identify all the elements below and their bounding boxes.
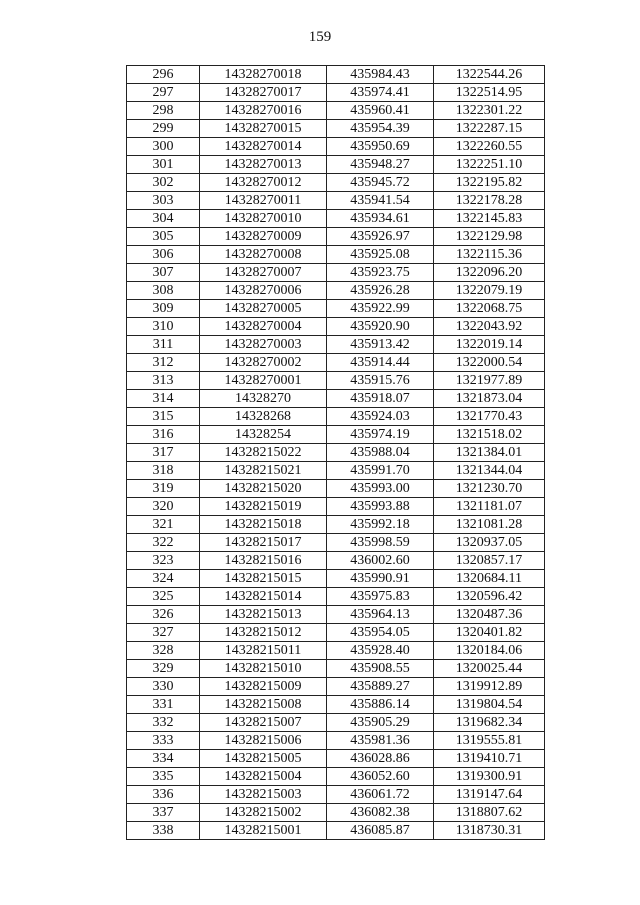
point-id-cell: 14328270013 — [200, 156, 327, 174]
table-row — [127, 156, 545, 174]
row-number-cell: 315 — [127, 408, 200, 426]
point-id-cell: 14328254 — [200, 426, 327, 444]
point-id-cell: 14328215020 — [200, 480, 327, 498]
point-id-cell: 14328270001 — [200, 372, 327, 390]
point-id-cell: 14328270009 — [200, 228, 327, 246]
y-coordinate-cell: 1322251.10 — [434, 156, 545, 174]
table-row — [127, 84, 545, 102]
table-row — [127, 696, 545, 714]
y-coordinate-cell: 1322260.55 — [434, 138, 545, 156]
row-number-cell: 298 — [127, 102, 200, 120]
y-coordinate-cell: 1322514.95 — [434, 84, 545, 102]
point-id-cell: 14328215017 — [200, 534, 327, 552]
x-coordinate-cell: 435915.76 — [327, 372, 434, 390]
y-coordinate-cell: 1322115.36 — [434, 246, 545, 264]
point-id-cell: 14328270008 — [200, 246, 327, 264]
y-coordinate-cell: 1320684.11 — [434, 570, 545, 588]
row-number-cell: 338 — [127, 822, 200, 840]
point-id-cell: 14328270015 — [200, 120, 327, 138]
y-coordinate-cell: 1319912.89 — [434, 678, 545, 696]
y-coordinate-cell: 1320937.05 — [434, 534, 545, 552]
table-row — [127, 372, 545, 390]
table-row — [127, 462, 545, 480]
row-number-cell: 333 — [127, 732, 200, 750]
point-id-cell: 14328215007 — [200, 714, 327, 732]
table-row — [127, 120, 545, 138]
x-coordinate-cell: 435920.90 — [327, 318, 434, 336]
x-coordinate-cell: 435934.61 — [327, 210, 434, 228]
y-coordinate-cell: 1322000.54 — [434, 354, 545, 372]
row-number-cell: 321 — [127, 516, 200, 534]
y-coordinate-cell: 1321518.02 — [434, 426, 545, 444]
point-id-cell: 14328270002 — [200, 354, 327, 372]
point-id-cell: 14328215001 — [200, 822, 327, 840]
table-row — [127, 102, 545, 120]
point-id-cell: 14328270005 — [200, 300, 327, 318]
row-number-cell: 303 — [127, 192, 200, 210]
y-coordinate-cell: 1322178.28 — [434, 192, 545, 210]
x-coordinate-cell: 435960.41 — [327, 102, 434, 120]
x-coordinate-cell: 435886.14 — [327, 696, 434, 714]
x-coordinate-cell: 435988.04 — [327, 444, 434, 462]
y-coordinate-cell: 1321384.01 — [434, 444, 545, 462]
row-number-cell: 307 — [127, 264, 200, 282]
table-row — [127, 480, 545, 498]
table-row — [127, 336, 545, 354]
point-id-cell: 14328215019 — [200, 498, 327, 516]
row-number-cell: 306 — [127, 246, 200, 264]
point-id-cell: 14328270016 — [200, 102, 327, 120]
x-coordinate-cell: 435922.99 — [327, 300, 434, 318]
point-id-cell: 14328215005 — [200, 750, 327, 768]
x-coordinate-cell: 435975.83 — [327, 588, 434, 606]
x-coordinate-cell: 436052.60 — [327, 768, 434, 786]
y-coordinate-cell: 1320596.42 — [434, 588, 545, 606]
row-number-cell: 304 — [127, 210, 200, 228]
point-id-cell: 14328270014 — [200, 138, 327, 156]
point-id-cell: 14328270003 — [200, 336, 327, 354]
x-coordinate-cell: 435993.00 — [327, 480, 434, 498]
point-id-cell: 14328270004 — [200, 318, 327, 336]
point-id-cell: 14328215015 — [200, 570, 327, 588]
table-row — [127, 588, 545, 606]
row-number-cell: 300 — [127, 138, 200, 156]
point-id-cell: 14328215022 — [200, 444, 327, 462]
row-number-cell: 328 — [127, 642, 200, 660]
y-coordinate-cell: 1322068.75 — [434, 300, 545, 318]
x-coordinate-cell: 435950.69 — [327, 138, 434, 156]
y-coordinate-cell: 1319804.54 — [434, 696, 545, 714]
point-id-cell: 14328270018 — [200, 66, 327, 84]
table-row — [127, 282, 545, 300]
y-coordinate-cell: 1318730.31 — [434, 822, 545, 840]
table-row — [127, 174, 545, 192]
point-id-cell: 14328268 — [200, 408, 327, 426]
x-coordinate-cell: 436028.86 — [327, 750, 434, 768]
row-number-cell: 325 — [127, 588, 200, 606]
x-coordinate-cell: 435908.55 — [327, 660, 434, 678]
point-id-cell: 14328270 — [200, 390, 327, 408]
x-coordinate-cell: 435925.08 — [327, 246, 434, 264]
point-id-cell: 14328215006 — [200, 732, 327, 750]
row-number-cell: 311 — [127, 336, 200, 354]
row-number-cell: 296 — [127, 66, 200, 84]
point-id-cell: 14328215013 — [200, 606, 327, 624]
row-number-cell: 335 — [127, 768, 200, 786]
x-coordinate-cell: 435924.03 — [327, 408, 434, 426]
row-number-cell: 334 — [127, 750, 200, 768]
table-row — [127, 678, 545, 696]
x-coordinate-cell: 435918.07 — [327, 390, 434, 408]
y-coordinate-cell: 1319682.34 — [434, 714, 545, 732]
point-id-cell: 14328215010 — [200, 660, 327, 678]
row-number-cell: 332 — [127, 714, 200, 732]
table-row — [127, 390, 545, 408]
x-coordinate-cell: 435914.44 — [327, 354, 434, 372]
row-number-cell: 297 — [127, 84, 200, 102]
table-row — [127, 534, 545, 552]
table-row — [127, 714, 545, 732]
y-coordinate-cell: 1322096.20 — [434, 264, 545, 282]
x-coordinate-cell: 435993.88 — [327, 498, 434, 516]
y-coordinate-cell: 1321230.70 — [434, 480, 545, 498]
x-coordinate-cell: 435992.18 — [327, 516, 434, 534]
point-id-cell: 14328270010 — [200, 210, 327, 228]
y-coordinate-cell: 1320857.17 — [434, 552, 545, 570]
table-row — [127, 552, 545, 570]
table-row — [127, 264, 545, 282]
row-number-cell: 324 — [127, 570, 200, 588]
x-coordinate-cell: 435928.40 — [327, 642, 434, 660]
point-id-cell: 14328215008 — [200, 696, 327, 714]
point-id-cell: 14328270011 — [200, 192, 327, 210]
row-number-cell: 318 — [127, 462, 200, 480]
row-number-cell: 326 — [127, 606, 200, 624]
row-number-cell: 317 — [127, 444, 200, 462]
row-number-cell: 327 — [127, 624, 200, 642]
table-row — [127, 228, 545, 246]
row-number-cell: 302 — [127, 174, 200, 192]
x-coordinate-cell: 435923.75 — [327, 264, 434, 282]
x-coordinate-cell: 435990.91 — [327, 570, 434, 588]
row-number-cell: 319 — [127, 480, 200, 498]
row-number-cell: 314 — [127, 390, 200, 408]
table-row — [127, 732, 545, 750]
y-coordinate-cell: 1322544.26 — [434, 66, 545, 84]
x-coordinate-cell: 435998.59 — [327, 534, 434, 552]
y-coordinate-cell: 1322043.92 — [434, 318, 545, 336]
row-number-cell: 336 — [127, 786, 200, 804]
x-coordinate-cell: 435913.42 — [327, 336, 434, 354]
row-number-cell: 301 — [127, 156, 200, 174]
y-coordinate-cell: 1322195.82 — [434, 174, 545, 192]
x-coordinate-cell: 435905.29 — [327, 714, 434, 732]
y-coordinate-cell: 1321181.07 — [434, 498, 545, 516]
y-coordinate-cell: 1318807.62 — [434, 804, 545, 822]
x-coordinate-cell: 435984.43 — [327, 66, 434, 84]
y-coordinate-cell: 1320487.36 — [434, 606, 545, 624]
row-number-cell: 316 — [127, 426, 200, 444]
y-coordinate-cell: 1319300.91 — [434, 768, 545, 786]
y-coordinate-cell: 1321770.43 — [434, 408, 545, 426]
table-row — [127, 192, 545, 210]
x-coordinate-cell: 435974.41 — [327, 84, 434, 102]
row-number-cell: 305 — [127, 228, 200, 246]
y-coordinate-cell: 1320184.06 — [434, 642, 545, 660]
row-number-cell: 323 — [127, 552, 200, 570]
y-coordinate-cell: 1319147.64 — [434, 786, 545, 804]
table-row — [127, 210, 545, 228]
table-row — [127, 786, 545, 804]
row-number-cell: 322 — [127, 534, 200, 552]
table-row — [127, 642, 545, 660]
table-row — [127, 66, 545, 84]
x-coordinate-cell: 436061.72 — [327, 786, 434, 804]
point-id-cell: 14328215014 — [200, 588, 327, 606]
x-coordinate-cell: 436002.60 — [327, 552, 434, 570]
x-coordinate-cell: 435964.13 — [327, 606, 434, 624]
table-row — [127, 606, 545, 624]
x-coordinate-cell: 435954.39 — [327, 120, 434, 138]
table-row — [127, 624, 545, 642]
table-row — [127, 426, 545, 444]
y-coordinate-cell: 1319410.71 — [434, 750, 545, 768]
point-id-cell: 14328270012 — [200, 174, 327, 192]
row-number-cell: 312 — [127, 354, 200, 372]
point-id-cell: 14328270006 — [200, 282, 327, 300]
table-row — [127, 138, 545, 156]
x-coordinate-cell: 435954.05 — [327, 624, 434, 642]
y-coordinate-cell: 1322079.19 — [434, 282, 545, 300]
row-number-cell: 320 — [127, 498, 200, 516]
table-row — [127, 768, 545, 786]
table-row — [127, 408, 545, 426]
y-coordinate-cell: 1322301.22 — [434, 102, 545, 120]
row-number-cell: 330 — [127, 678, 200, 696]
row-number-cell: 310 — [127, 318, 200, 336]
point-id-cell: 14328215018 — [200, 516, 327, 534]
x-coordinate-cell: 435948.27 — [327, 156, 434, 174]
y-coordinate-cell: 1320401.82 — [434, 624, 545, 642]
table-row — [127, 750, 545, 768]
y-coordinate-cell: 1319555.81 — [434, 732, 545, 750]
table-row — [127, 570, 545, 588]
table-row — [127, 246, 545, 264]
y-coordinate-cell: 1321977.89 — [434, 372, 545, 390]
x-coordinate-cell: 435945.72 — [327, 174, 434, 192]
y-coordinate-cell: 1322129.98 — [434, 228, 545, 246]
coordinates-table — [126, 65, 545, 840]
y-coordinate-cell: 1320025.44 — [434, 660, 545, 678]
x-coordinate-cell: 435991.70 — [327, 462, 434, 480]
table-row — [127, 660, 545, 678]
row-number-cell: 337 — [127, 804, 200, 822]
table-row — [127, 300, 545, 318]
table-row — [127, 822, 545, 840]
row-number-cell: 313 — [127, 372, 200, 390]
table-body — [127, 66, 545, 840]
point-id-cell: 14328270007 — [200, 264, 327, 282]
point-id-cell: 14328215004 — [200, 768, 327, 786]
x-coordinate-cell: 435974.19 — [327, 426, 434, 444]
x-coordinate-cell: 435981.36 — [327, 732, 434, 750]
table-row — [127, 444, 545, 462]
row-number-cell: 308 — [127, 282, 200, 300]
y-coordinate-cell: 1321344.04 — [434, 462, 545, 480]
y-coordinate-cell: 1322145.83 — [434, 210, 545, 228]
x-coordinate-cell: 435889.27 — [327, 678, 434, 696]
point-id-cell: 14328215012 — [200, 624, 327, 642]
x-coordinate-cell: 435926.97 — [327, 228, 434, 246]
point-id-cell: 14328215002 — [200, 804, 327, 822]
y-coordinate-cell: 1321873.04 — [434, 390, 545, 408]
point-id-cell: 14328215016 — [200, 552, 327, 570]
x-coordinate-cell: 435926.28 — [327, 282, 434, 300]
point-id-cell: 14328215011 — [200, 642, 327, 660]
table-row — [127, 516, 545, 534]
y-coordinate-cell: 1322287.15 — [434, 120, 545, 138]
page-number: 159 — [308, 29, 332, 45]
table-row — [127, 318, 545, 336]
table-row — [127, 498, 545, 516]
table-row — [127, 804, 545, 822]
x-coordinate-cell: 436085.87 — [327, 822, 434, 840]
row-number-cell: 331 — [127, 696, 200, 714]
table-row — [127, 354, 545, 372]
y-coordinate-cell: 1322019.14 — [434, 336, 545, 354]
point-id-cell: 14328215003 — [200, 786, 327, 804]
x-coordinate-cell: 435941.54 — [327, 192, 434, 210]
point-id-cell: 14328215009 — [200, 678, 327, 696]
row-number-cell: 309 — [127, 300, 200, 318]
row-number-cell: 299 — [127, 120, 200, 138]
x-coordinate-cell: 436082.38 — [327, 804, 434, 822]
point-id-cell: 14328270017 — [200, 84, 327, 102]
row-number-cell: 329 — [127, 660, 200, 678]
point-id-cell: 14328215021 — [200, 462, 327, 480]
y-coordinate-cell: 1321081.28 — [434, 516, 545, 534]
